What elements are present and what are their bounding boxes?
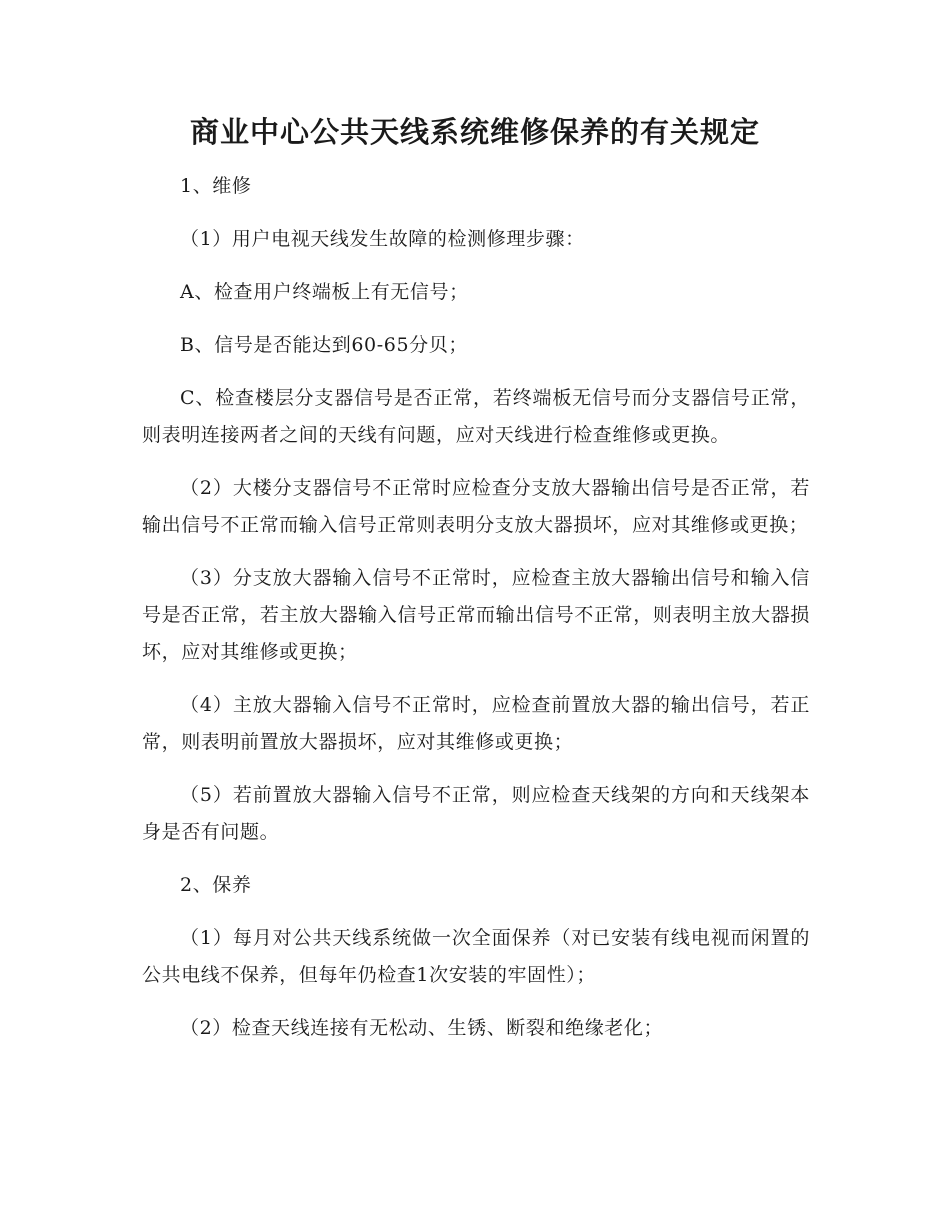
- section-heading-maintenance: 2、保养: [180, 874, 252, 896]
- paragraph: C、检查楼层分支器信号是否正常，若终端板无信号而分支器信号正常，则表明连接两者之间的天线有问题，应对天线进行检查维修或更换。: [142, 387, 810, 446]
- document-title: 商业中心公共天线系统维修保养的有关规定: [189, 115, 760, 149]
- paragraph: A、检查用户终端板上有无信号；: [180, 281, 469, 303]
- section-heading-repair: 1、维修: [180, 175, 252, 197]
- document-body: [142, 168, 810, 1047]
- paragraph: （1）每月对公共天线系统做一次全面保养（对已安装有线电视而闲置的公共电线不保养，但每年仍检查1次安装的牢固性）；: [142, 927, 810, 986]
- paragraph: （2）检查天线连接有无松动、生锈、断裂和绝缘老化；: [180, 1017, 664, 1039]
- paragraph: （5）若前置放大器输入信号不正常，则应检查天线架的方向和天线架本身是否有问题。: [142, 784, 810, 843]
- paragraph: （3）分支放大器输入信号不正常时，应检查主放大器输出信号和输入信号是否正常，若主放大器输入信号正常而输出信号不正常，则表明主放大器损坏，应对其维修或更换；: [142, 567, 810, 663]
- paragraph: （2）大楼分支器信号不正常时应检查分支放大器输出信号是否正常，若输出信号不正常而输入信号正常则表明分支放大器损坏，应对其维修或更换；: [142, 477, 810, 536]
- paragraph: （1）用户电视天线发生故障的检测修理步骤：: [180, 228, 585, 250]
- paragraph: B、信号是否能达到60-65分贝；: [180, 334, 468, 356]
- paragraph: （4）主放大器输入信号不正常时，应检查前置放大器的输出信号，若正常，则表明前置放大器损坏，应对其维修或更换；: [142, 694, 810, 753]
